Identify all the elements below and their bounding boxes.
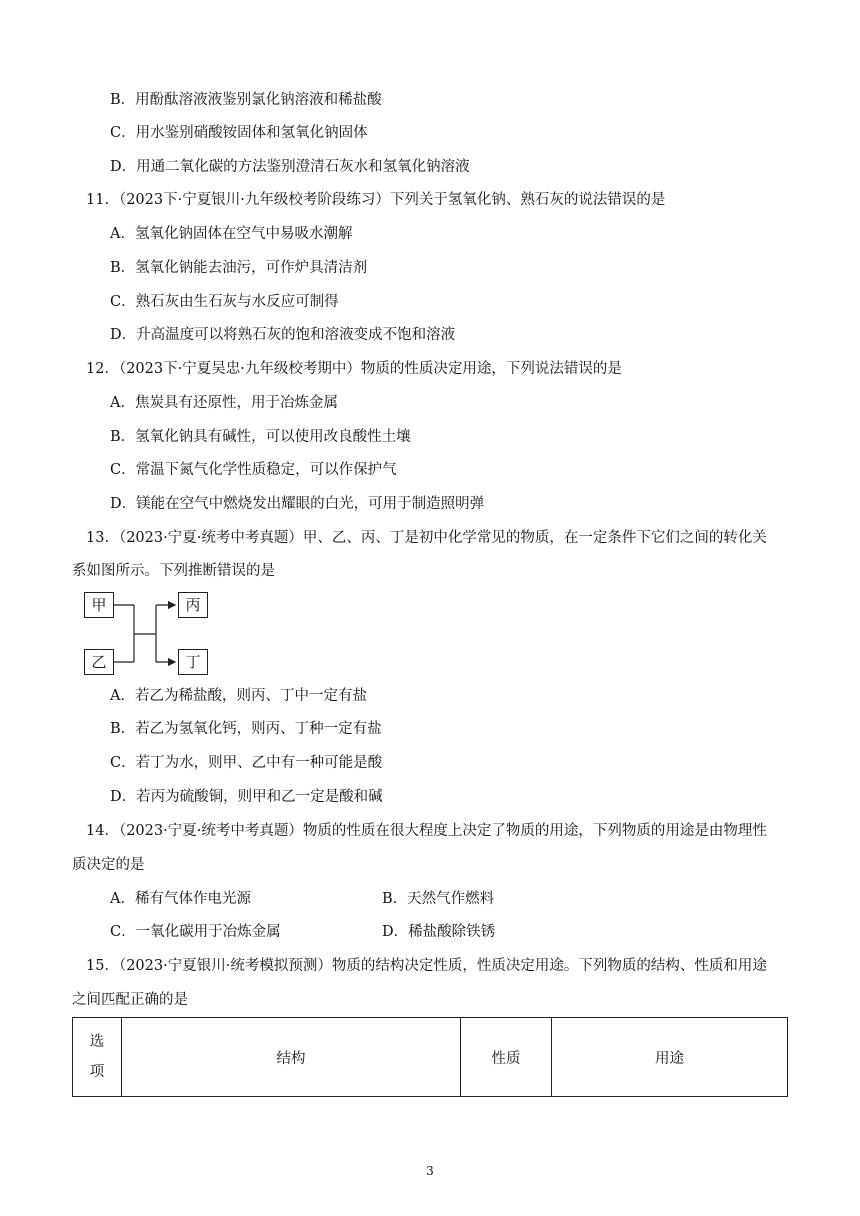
- q13-stem-line1: 13．（2023·宁夏·统考中考真题）甲、乙、丙、丁是初中化学常见的物质，在一定条件下它们之间的转化关: [86, 530, 767, 546]
- q12-option-c: C．常温下氮气化学性质稳定，可以作保护气: [110, 462, 397, 478]
- header-property: 性质: [461, 1018, 552, 1097]
- header-use: 用途: [552, 1018, 788, 1097]
- header-option-bottom: 项: [89, 1064, 105, 1080]
- q10-option-c: C．用水鉴别硝酸铵固体和氢氧化钠固体: [110, 125, 368, 141]
- diagram-box-bing: 丙: [178, 592, 208, 618]
- q13-option-a: A．若乙为稀盐酸，则丙、丁中一定有盐: [110, 688, 367, 704]
- q13-conversion-diagram: [84, 590, 214, 680]
- q11-stem: 11．（2023下·宁夏银川·九年级校考阶段练习）下列关于氢氧化钠、熟石灰的说法错误的是: [86, 192, 666, 208]
- q12-stem: 12．（2023下·宁夏吴忠·九年级校考期中）物质的性质决定用途，下列说法错误的是: [86, 361, 622, 377]
- diagram-box-yi: 乙: [84, 649, 114, 675]
- q11-option-b: B．氢氧化钠能去油污，可作炉具清洁剂: [110, 260, 368, 276]
- q15-table: [72, 1017, 788, 1097]
- diagram-box-jia: 甲: [84, 592, 114, 618]
- header-structure: 结构: [122, 1018, 461, 1097]
- header-option-top: 选: [89, 1034, 105, 1050]
- q14-option-b: B．天然气作燃料: [382, 891, 495, 907]
- q12-option-d: D．镁能在空气中燃烧发出耀眼的白光，可用于制造照明弹: [110, 496, 485, 512]
- q14-stem-line1: 14．（2023·宁夏·统考中考真题）物质的性质在很大程度上决定了物质的用途，下列物质的用途是由物理性: [86, 823, 767, 839]
- q13-option-b: B．若乙为氢氧化钙，则丙、丁种一定有盐: [110, 721, 382, 737]
- diagram-box-ding: 丁: [178, 649, 208, 675]
- q13-stem-line2: 系如图所示。下列推断错误的是: [72, 563, 275, 579]
- table-header-row: [73, 1018, 788, 1097]
- q14-stem-line2: 质决定的是: [72, 857, 145, 873]
- q11-option-c: C．熟石灰由生石灰与水反应可制得: [110, 294, 339, 310]
- q13-option-d: D．若丙为硫酸铜，则甲和乙一定是酸和碱: [110, 789, 383, 805]
- q14-option-a: A．稀有气体作电光源: [110, 891, 251, 907]
- q11-option-a: A．氢氧化钠固体在空气中易吸水潮解: [110, 226, 353, 242]
- header-option: [73, 1018, 122, 1097]
- q10-option-b: B．用酚酞溶液液鉴别氯化钠溶液和稀盐酸: [110, 92, 382, 108]
- q13-option-c: C．若丁为水，则甲、乙中有一种可能是酸: [110, 755, 383, 771]
- q14-option-c: C．一氧化碳用于冶炼金属: [110, 924, 281, 940]
- q14-option-d: D．稀盐酸除铁锈: [382, 924, 496, 940]
- q10-option-d: D．用通二氧化碳的方法鉴别澄清石灰水和氢氧化钠溶液: [110, 159, 470, 175]
- page-number: 3: [426, 1164, 434, 1178]
- q11-option-d: D．升高温度可以将熟石灰的饱和溶液变成不饱和溶液: [110, 327, 456, 343]
- q12-option-b: B．氢氧化钠具有碱性，可以使用改良酸性土壤: [110, 429, 411, 445]
- q12-option-a: A．焦炭具有还原性，用于冶炼金属: [110, 395, 338, 411]
- q15-stem-line1: 15．（2023·宁夏银川·统考模拟预测）物质的结构决定性质，性质决定用途。下列物质的结构、性质和用途: [86, 958, 767, 974]
- q15-stem-line2: 之间匹配正确的是: [72, 992, 188, 1008]
